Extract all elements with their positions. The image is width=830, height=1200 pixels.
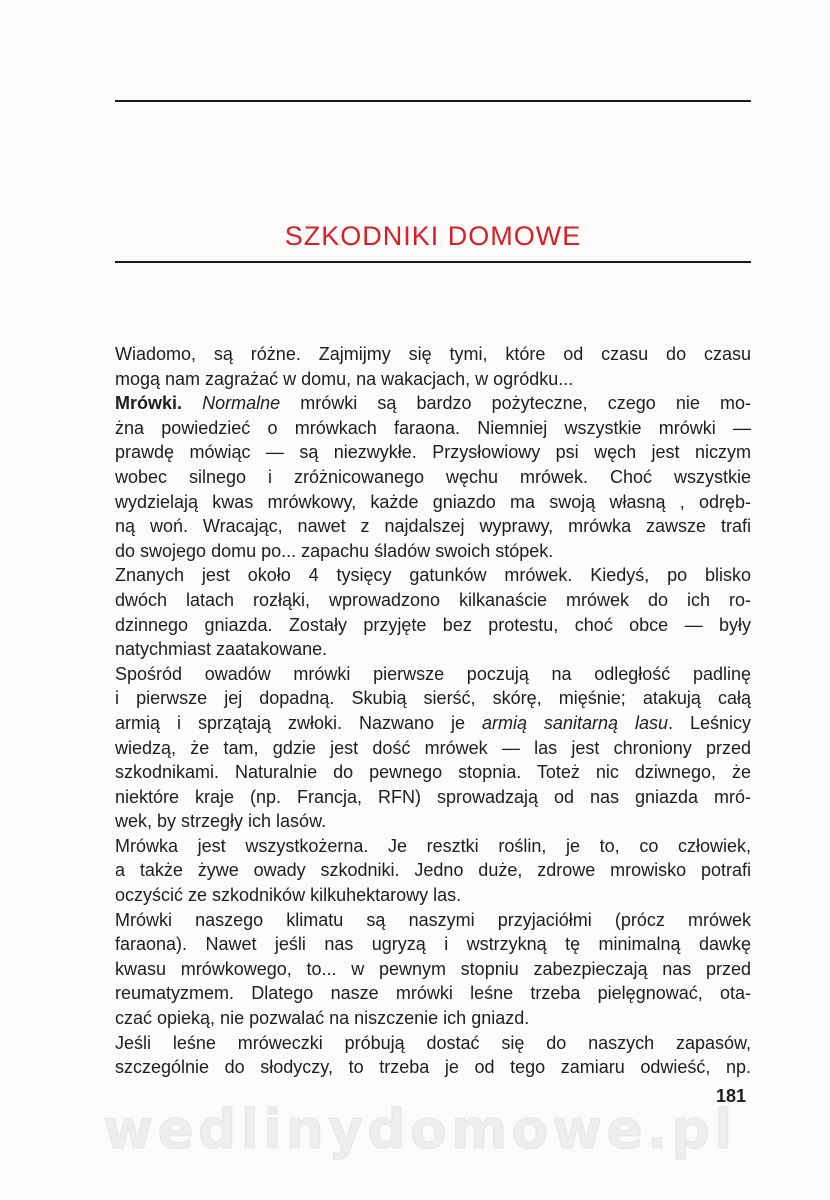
text-line: wiedzą, że tam, gdzie jest dość mrówek — las jest chroniony przed (115, 737, 751, 758)
text-line: Mrówka jest wszystkożerna. Je resztki roślin, je to, co człowiek, (115, 835, 751, 856)
paragraph-6 (115, 908, 751, 1031)
text-line: Znanych jest około 4 tysięcy gatunków mrówek. Kiedyś, po blisko (115, 565, 751, 586)
text-line: dwóch latach rozłąki, wprowadzono kilkanaście mrówek do ich ro- (115, 589, 751, 610)
text-line: prawdę mówiąc — są niezwykłe. Przysłowiowy psi węch jest niczym (115, 442, 751, 463)
paragraph-2 (115, 391, 751, 563)
paragraph-7 (115, 1031, 751, 1080)
text-line: oczyścić ze szkodników kilkuhektarowy las. (115, 885, 462, 906)
text-line: reumatyzmem. Dlatego nasze mrówki leśne trzeba pielęgnować, ota- (115, 983, 751, 1004)
text-line: Jeśli leśne mróweczki próbują dostać się do naszych zapasów, (115, 1032, 751, 1053)
text-line: niektóre kraje (np. Francja, RFN) sprowadzają od nas gniazda mró- (115, 786, 751, 807)
watermark: wedlinydomowe.pl (103, 1098, 737, 1161)
text-line: natychmiast zaatakowane. (115, 639, 328, 660)
text-line: i pierwsze jej dopadną. Skubią sierść, skórę, mięśnie; atakują całą (115, 688, 751, 709)
text-line: dzinnego gniazda. Zostały przyjęte bez protestu, choć obce — były (115, 614, 751, 635)
paragraph-5 (115, 834, 751, 908)
text-line: żna powiedzieć o mrówkach faraona. Niemniej wszystkie mrówki — (115, 417, 751, 438)
text-line: faraona). Nawet jeśli nas ugryzą i wstrzykną tę minimalną dawkę (115, 934, 751, 955)
text-line: wek, by strzegły ich lasów. (115, 811, 327, 832)
bottom-rule (115, 261, 751, 263)
text-line: szkodnikami. Naturalnie do pewnego stopnia. Toteż nic dziwnego, że (115, 762, 751, 783)
article-body (115, 342, 751, 1080)
paragraph-3 (115, 563, 751, 661)
text-line: szczególnie do słodyczy, to trzeba je od tego zamiaru odwieść, np. (115, 1057, 751, 1078)
text-line: wydzielają kwas mrówkowy, każde gniazdo ma swoją własną , odręb- (115, 491, 751, 512)
paragraph-4 (115, 662, 751, 834)
page-number: 181 (716, 1086, 747, 1106)
text-line: kwasu mrówkowego, to... w pewnym stopniu zabezpieczają nas przed (115, 958, 751, 979)
paragraph-1 (115, 342, 751, 391)
italic-phrase: armią sanitarną lasu (481, 712, 668, 733)
text-line: wobec silnego i zróżnicowanego węchu mrówek. Choć wszystkie (115, 466, 751, 487)
text-line: ną woń. Wracając, nawet z najdalszej wyprawy, mrówka zawsze trafi (115, 516, 751, 537)
italic-term: Normalne (202, 393, 281, 414)
top-rule (115, 100, 751, 102)
lead-heading: Mrówki (115, 393, 178, 414)
text-line: czać opieką, nie pozwalać na niszczenie ich gniazd. (115, 1008, 530, 1029)
text-line: armią i sprzątają zwłoki. Nazwano je armią sanitarną lasu. Leśnicy (115, 712, 751, 733)
text-line: Mrówki naszego klimatu są naszymi przyjaciółmi (prócz mrówek (115, 909, 751, 930)
text-line: Wiadomo, są różne. Zajmijmy się tymi, które od czasu do czasu (115, 344, 751, 364)
text-line: mogą nam zagrażać w domu, na wakacjach, w ogródku... (115, 368, 574, 389)
text-line: Mrówki. Normalne mrówki są bardzo pożyteczne, czego nie mo- (115, 393, 751, 414)
text-line: a także żywe owady szkodniki. Jedno duże, zdrowe mrowisko potrafi (115, 860, 751, 881)
text-line: do swojego domu po... zapachu śladów swoich stópek. (115, 540, 554, 561)
text-line: Spośród owadów mrówki pierwsze poczują na odległość padlinę (115, 663, 751, 684)
page-title: SZKODNIKI DOMOWE (284, 221, 582, 252)
